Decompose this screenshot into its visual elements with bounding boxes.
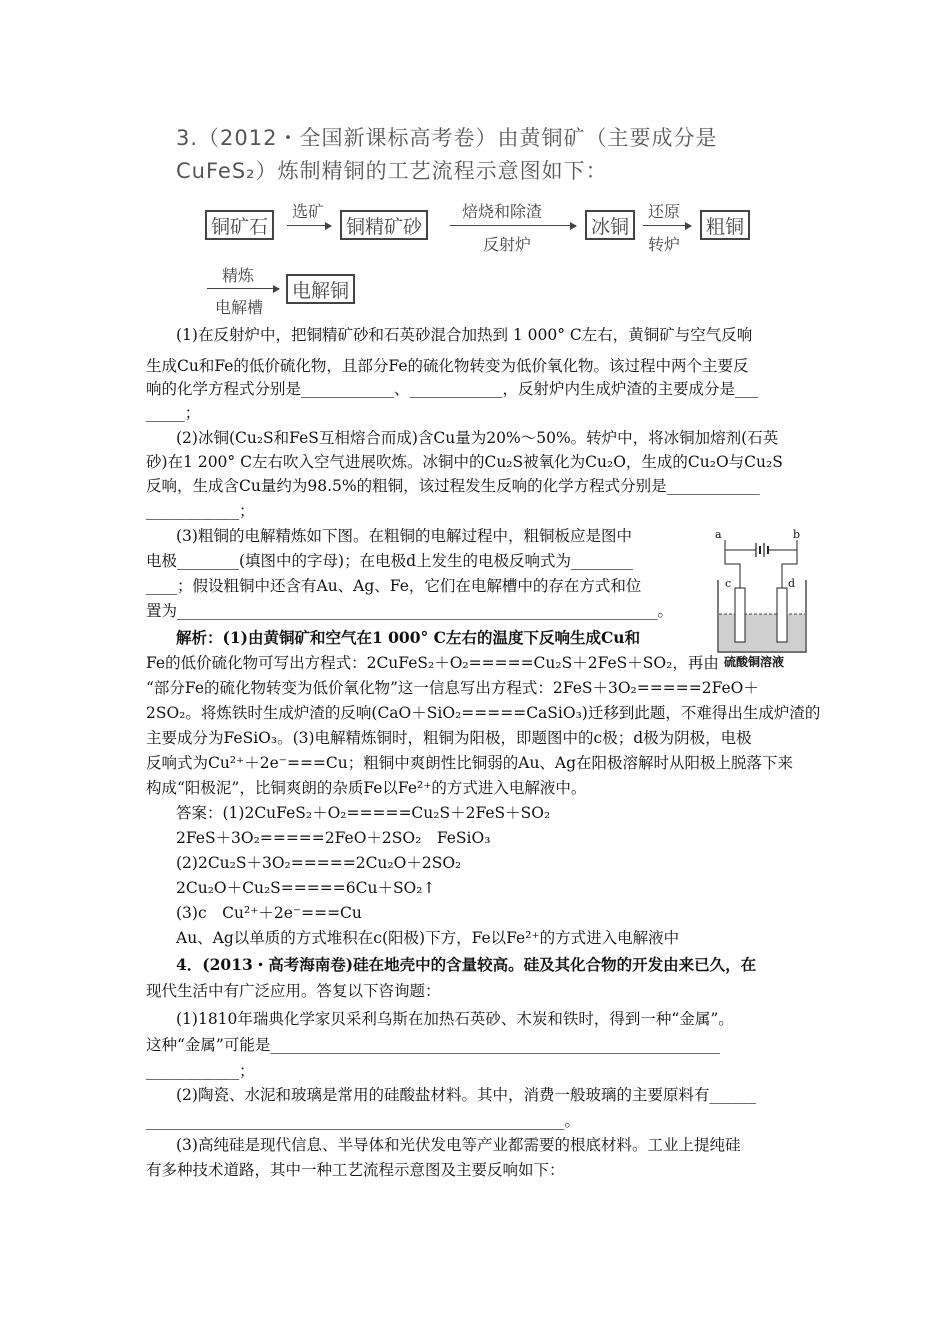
q3-p2-line4: ____________； bbox=[146, 502, 255, 520]
flow-arrow2-bottom-label: 反射炉 bbox=[483, 235, 532, 254]
q3-p3-line3: ____；假设粗铜中还含有Au、Ag、Fe，它们在电解槽中的存在方式和位 bbox=[146, 577, 642, 595]
answer-line3: (2)2Cu₂S＋3O₂=====2Cu₂O＋2SO₂ bbox=[176, 854, 462, 872]
diagram-label-d: d bbox=[788, 577, 796, 590]
analysis-line3: “部分Fe的硫化物转变为低价氧化物”这一信息写出方程式：2FeS＋3O₂=====2FeO＋ bbox=[146, 679, 759, 697]
flow-arrow-1 bbox=[287, 225, 331, 226]
flow-arrow4-bottom-label: 电解槽 bbox=[215, 298, 264, 317]
q3-p2-line2: 砂)在1 200° C左右吹入空气进展吹炼。冰铜中的Cu₂S被氧化为Cu₂O，生成的Cu₂O与Cu₂S bbox=[146, 453, 783, 471]
flow-arrow-4 bbox=[207, 288, 279, 289]
diagram-label-c: c bbox=[725, 577, 732, 590]
q4-p3-line2: 有多种技术道路，其中一种工艺流程示意图及主要反响如下： bbox=[146, 1161, 565, 1179]
flow-arrow-3 bbox=[643, 225, 691, 226]
analysis-line6: 反响式为Cu²⁺＋2e⁻===Cu；粗铜中爽朗性比铜弱的Au、Ag在阳极溶解时从阳极上脱落下来 bbox=[146, 754, 794, 772]
flow-box-concentrate: 铜精矿砂 bbox=[340, 210, 428, 240]
diagram-label-a: a bbox=[715, 528, 722, 541]
flow-box-ore: 铜矿石 bbox=[205, 210, 274, 240]
q3-title-line2: CuFeS₂）炼制精铜的工艺流程示意图如下： bbox=[176, 159, 608, 183]
flow-arrow3-top-label: 还原 bbox=[648, 202, 681, 221]
q3-p1-line3: 响的化学方程式分别是____________、____________，反射炉内生成炉渣的主要成分是___ bbox=[146, 380, 759, 398]
q3-p1-line2: 生成Cu和Fe的低价硫化物，且部分Fe的硫化物转变为低价氧化物。该过程中两个主要反 bbox=[146, 357, 749, 375]
electrolysis-diagram bbox=[712, 528, 812, 668]
q4-p2-line2: ______________________________________________________。 bbox=[146, 1112, 581, 1130]
q4-p1-line3: ____________； bbox=[146, 1062, 255, 1080]
q3-p3-line1: (3)粗铜的电解精炼如下图。在粗铜的电解过程中，粗铜板应是图中 bbox=[176, 527, 632, 545]
q3-p3-line4: 置为______________________________________________________________。 bbox=[146, 602, 674, 620]
diagram-label-b: b bbox=[793, 528, 801, 541]
flow-arrow4-top-label: 精炼 bbox=[222, 266, 255, 285]
q4-p2-line1: (2)陶瓷、水泥和玻璃是常用的硅酸盐材料。其中，消费一般玻璃的主要原料有______ bbox=[176, 1086, 756, 1104]
analysis-line2: Fe的低价硫化物可写出方程式：2CuFeS₂＋O₂=====Cu₂S＋2FeS＋SO₂，再由 bbox=[146, 654, 719, 672]
flow-arrow-2 bbox=[450, 225, 576, 226]
analysis-line7: 构成“阳极泥”，比铜爽朗的杂质Fe以Fe²⁺的方式进入电解液中。 bbox=[146, 779, 587, 797]
q3-p2-line3: 反响，生成含Cu量约为98.5%的粗铜，该过程发生反响的化学方程式分别是____________ bbox=[146, 477, 760, 495]
flow-arrow3-bottom-label: 转炉 bbox=[648, 235, 681, 254]
flow-box-electrolytic-copper: 电解铜 bbox=[286, 274, 355, 304]
diagram-caption: 硫酸铜溶液 bbox=[724, 655, 785, 669]
q4-intro-line1: 4．(2013・高考海南卷)硅在地壳中的含量较高。硅及其化合物的开发由来已久，在 bbox=[176, 955, 757, 974]
flow-box-matte: 冰铜 bbox=[585, 210, 635, 240]
answer-line2: 2FeS＋3O₂=====2FeO＋2SO₂ FeSiO₃ bbox=[176, 829, 491, 847]
q4-p3-line1: (3)高纯硅是现代信息、半导体和光伏发电等产业都需要的根底材料。工业上提纯硅 bbox=[176, 1136, 741, 1154]
analysis-text: 解析：(1)由黄铜矿和空气在1 000° C左右的温度下反响生成Cu和 bbox=[176, 628, 641, 647]
q3-title-line1: 3.（2012・全国新课标高考卷）由黄铜矿（主要成分是 bbox=[176, 126, 718, 150]
analysis-line5: 主要成分为FeSiO₃。(3)电解精炼铜时，粗铜为阳极，即题图中的c极；d极为阴极，电极 bbox=[146, 729, 752, 747]
q4-intro-line2: 现代生活中有广泛应用。答复以下咨询题： bbox=[146, 982, 441, 1000]
electrolysis-cell-drawing bbox=[712, 528, 812, 668]
q4-p1-line2: 这种“金属”可能是__________________________________________________________ bbox=[146, 1036, 720, 1054]
flow-box-blister-copper: 粗铜 bbox=[700, 210, 750, 240]
answer-line1: 答案：(1)2CuFeS₂＋O₂=====Cu₂S＋2FeS＋SO₂ bbox=[176, 804, 551, 822]
flow-arrow2-top-label: 焙烧和除渣 bbox=[462, 202, 543, 221]
answer-line5: (3)c Cu²⁺＋2e⁻===Cu bbox=[176, 904, 362, 922]
answer-line4: 2Cu₂O＋Cu₂S=====6Cu＋SO₂↑ bbox=[176, 879, 436, 897]
flow-arrow1-label: 选矿 bbox=[292, 202, 325, 221]
analysis-line4: 2SO₂。将炼铁时生成炉渣的反响(CaO＋SiO₂=====CaSiO₃)迁移到此题，不难得出生成炉渣的 bbox=[146, 704, 821, 722]
q3-p1-line1: (1)在反射炉中，把铜精矿砂和石英砂混合加热到 1 000° C左右，黄铜矿与空气反响 bbox=[176, 326, 753, 344]
analysis-line1 bbox=[176, 627, 640, 649]
q3-p1-line4: _____； bbox=[146, 404, 201, 422]
q3-p3-line2: 电极________(填图中的字母)；在电极d上发生的电极反响式为________ bbox=[146, 552, 634, 570]
answer-line6: Au、Ag以单质的方式堆积在c(阳极)下方，Fe以Fe²⁺的方式进入电解液中 bbox=[176, 929, 680, 947]
q3-p2-line1: (2)冰铜(Cu₂S和FeS互相熔合而成)含Cu量为20%～50%。转炉中，将冰铜加熔剂(石英 bbox=[176, 429, 779, 447]
q4-p1-line1: (1)1810年瑞典化学家贝采利乌斯在加热石英砂、木炭和铁时，得到一种“金属”。 bbox=[176, 1010, 734, 1028]
